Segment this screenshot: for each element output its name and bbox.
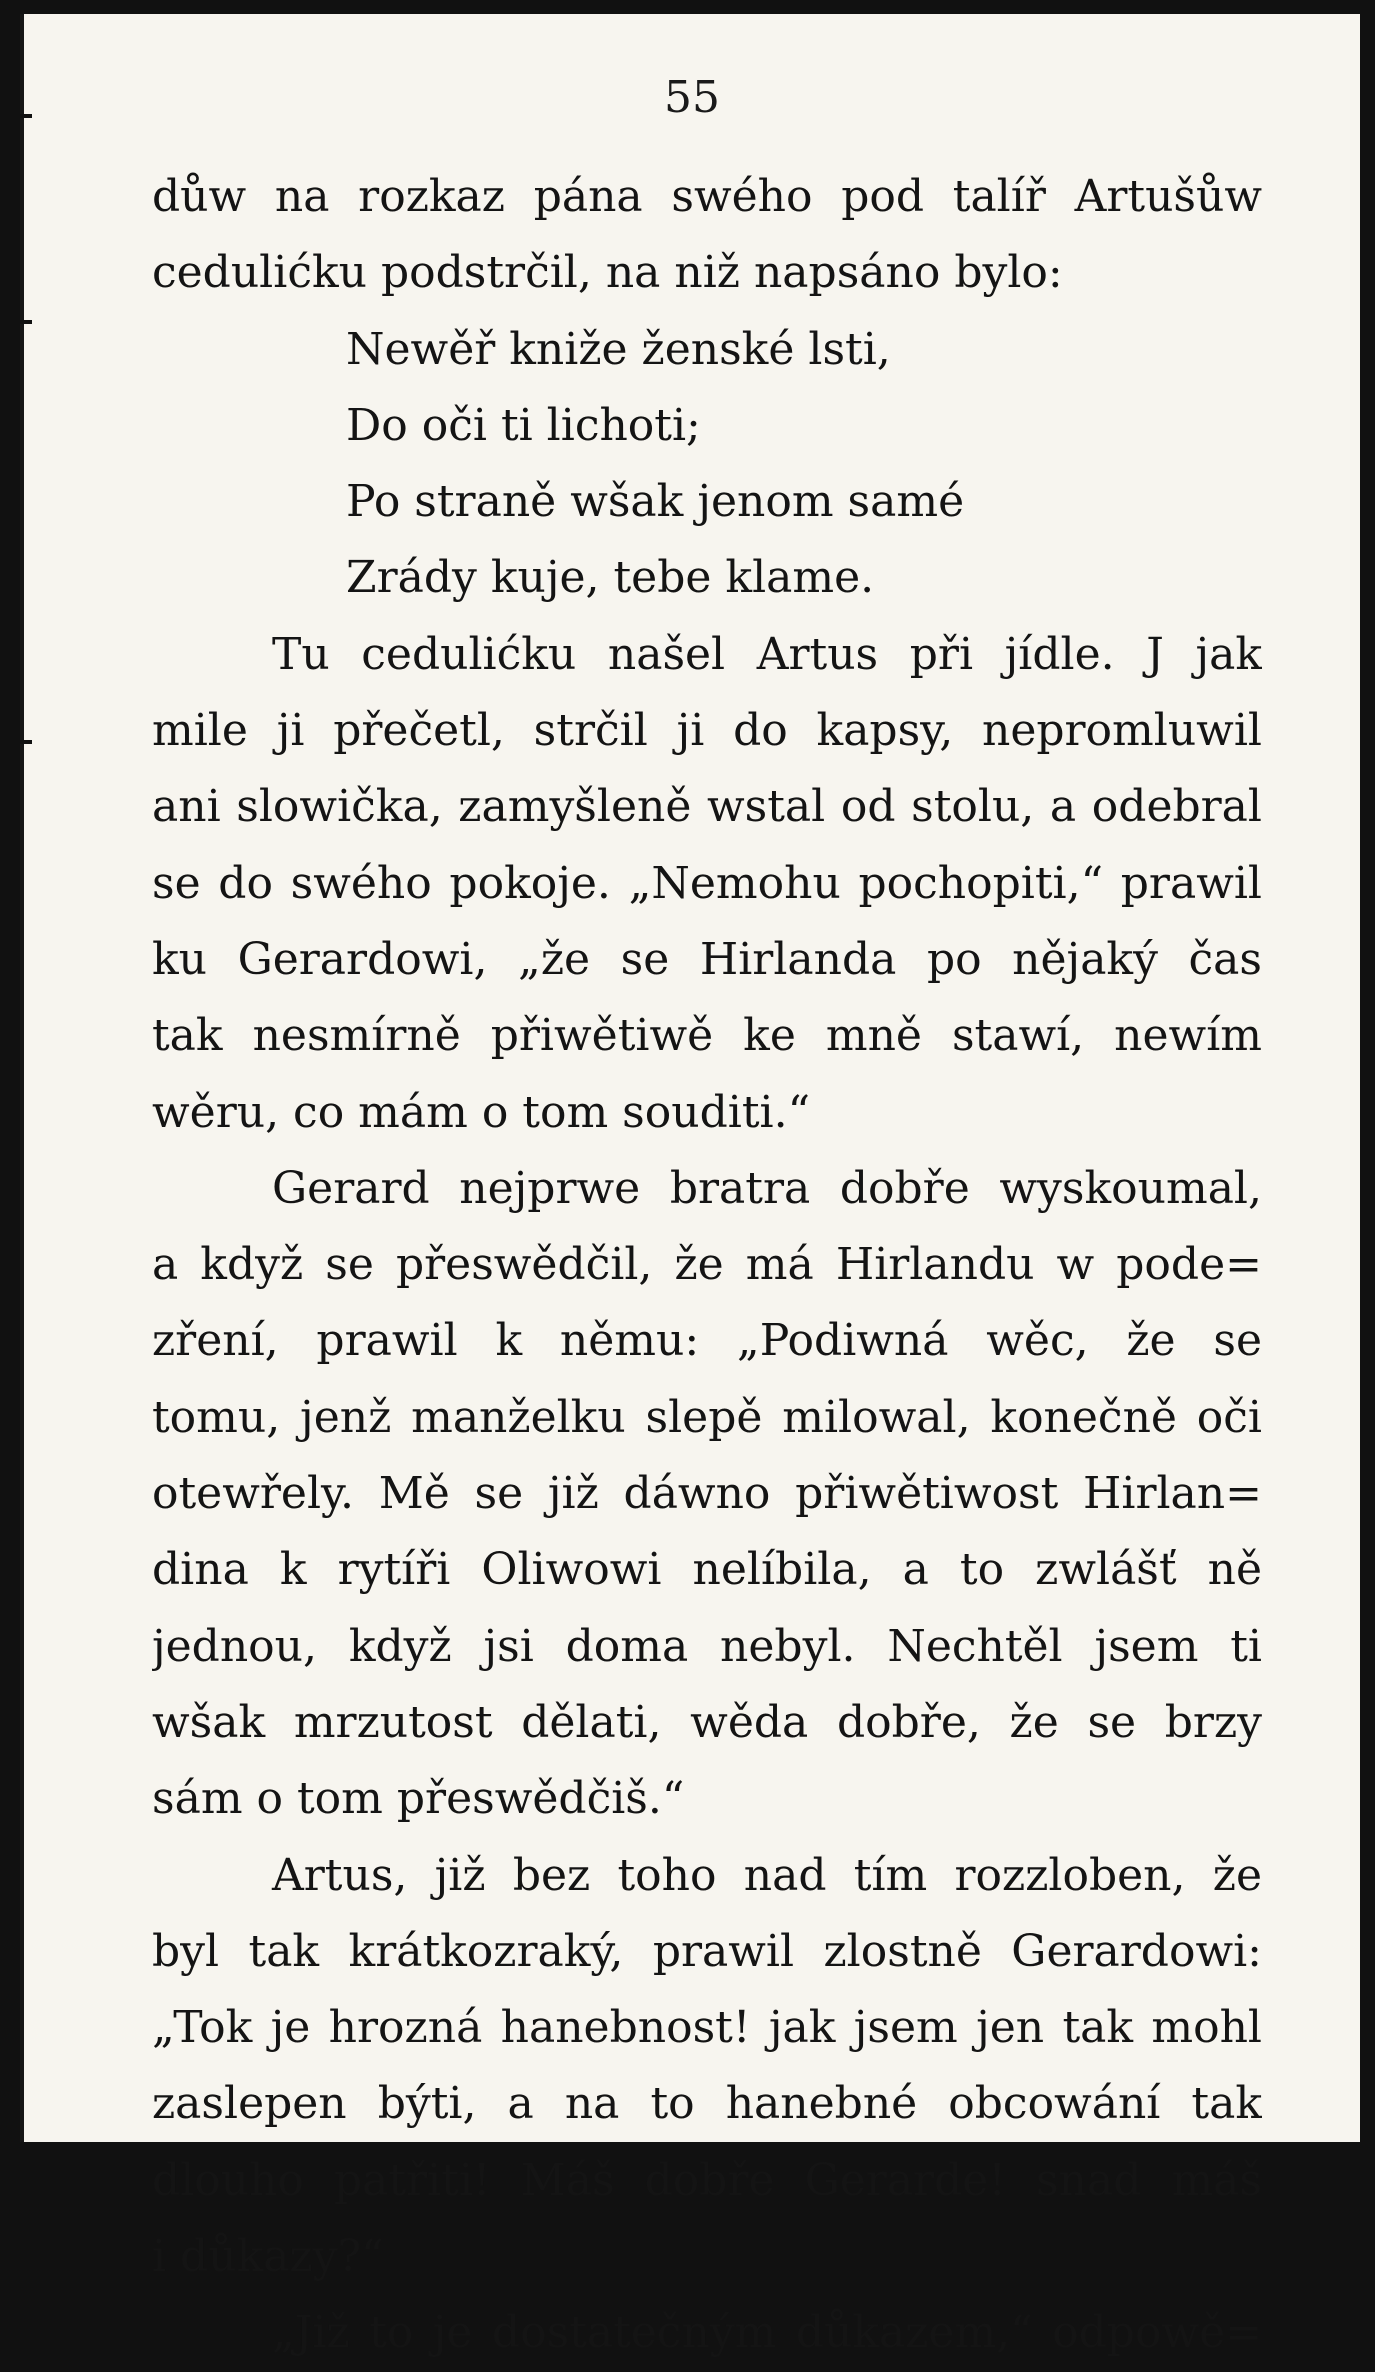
text-line: mile ji přečetl, strčil ji do kapsy, nepromluwil [152, 705, 1262, 757]
page-number: 55 [664, 72, 720, 123]
text-line: „Již to je dostatečným důkazem,“ odpowě= [272, 2307, 1262, 2359]
text-line: tak nesmírně přiwětiwě ke mně stawí, newím [152, 1010, 1262, 1062]
text-line: a když se přeswědčil, že má Hirlandu w pode= [152, 1239, 1262, 1291]
text-line: zření, prawil k němu: „Podiwná wěc, že se [152, 1315, 1262, 1367]
text-line: ani slowička, zamyšleně wstal od stolu, a odebral [152, 781, 1262, 833]
verse-line: Newěř kniže ženské lsti, [346, 323, 891, 375]
text-line: Tu cedulićku našel Artus při jídle. J jak [272, 628, 1262, 680]
text-line: dina k rytíři Oliwowi nelíbila, a to zwlášť ně [152, 1544, 1262, 1596]
text-line: otewřely. Mě se již dáwno přiwětiwost Hirlan= [152, 1468, 1262, 1520]
text-line: i důkazy?“ [152, 2231, 384, 2283]
margin-mark [10, 740, 32, 744]
verse-line: Zrády kuje, tebe klame. [346, 552, 875, 604]
text-line: sám o tom přeswědčiš.“ [152, 1773, 685, 1825]
margin-mark [10, 320, 32, 324]
text-line: Artus, již bez toho nad tím rozzloben, že [272, 1849, 1262, 1901]
text-line: jednou, když jsi doma nebyl. Nechtěl jsem ti [152, 1620, 1262, 1672]
text-line: byl tak krátkozraký, prawil zlostně Gerardowi: [152, 1925, 1262, 1977]
text-line: cedulićku podstrčil, na niž napsáno bylo: [152, 247, 1063, 299]
verse-line: Do oči ti lichoti; [346, 399, 701, 451]
text-line: wšak mrzutost dělati, wěda dobře, že se brzy [152, 1696, 1262, 1748]
text-line: Gerard nejprwe bratra dobře wyskoumal, [272, 1162, 1262, 1214]
text-line: důw na rozkaz pána swého pod talíř Artušůw [152, 171, 1262, 222]
book-page [20, 14, 1360, 2359]
text-line: „Tok je hrozná hanebnost! jak jsem jen tak mohl [152, 2002, 1262, 2054]
body-text [152, 159, 1262, 2372]
verse-line: Po straně wšak jenom samé [346, 476, 965, 528]
text-line: ku Gerardowi, „že se Hirlanda po nějaký čas [152, 933, 1262, 985]
text-line: tomu, jenž manželku slepě milowal, konečně oči [152, 1391, 1262, 1443]
text-line: zaslepen býti, a na to hanebné obcowání tak [152, 2078, 1262, 2130]
text-line: se do swého pokoje. „Nemohu pochopiti,“ prawil [152, 857, 1262, 909]
text-line: wěru, co mám o tom souditi.“ [152, 1086, 811, 1138]
text-line: dlouho patřiti! Máš dobře Gerarde! snad máš [152, 2154, 1262, 2206]
